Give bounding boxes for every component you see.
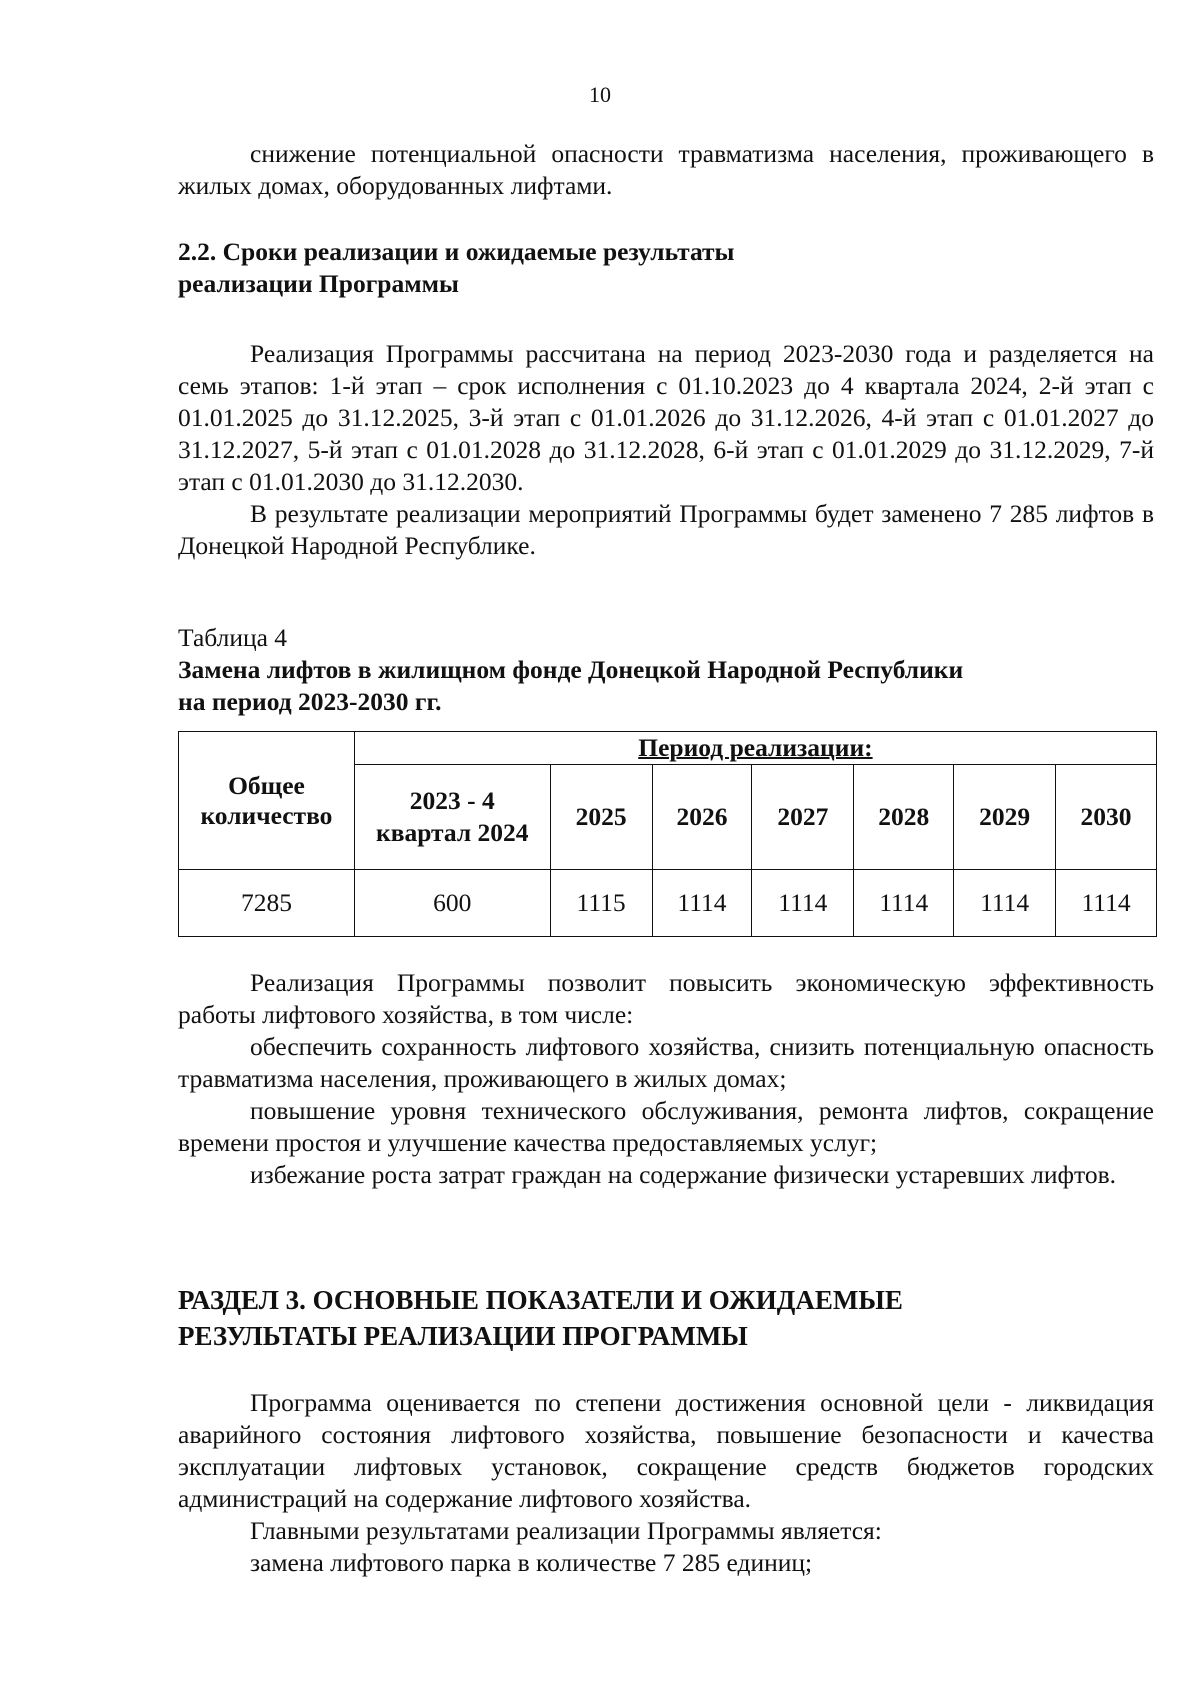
safety-paragraph: обеспечить сохранность лифтового хозяйства, снизить потенциальную опасность травматизма населения, проживающего в жилых домах; — [178, 1032, 1154, 1093]
section-2-2-heading — [178, 236, 1154, 300]
costs-paragraph: избежание роста затрат граждан на содержание физически устаревших лифтов. — [250, 1160, 1117, 1189]
table-title-line1: Замена лифтов в жилищном фонде Донецкой Народной Республики — [178, 655, 964, 684]
intro-paragraph: снижение потенциальной опасности травматизма населения, проживающего в жилых домах, оборудованных лифтами. — [178, 139, 1154, 200]
year-header: 2027 — [752, 765, 854, 870]
fleet-replacement-paragraph: замена лифтового парка в количестве 7 285 единиц; — [250, 1548, 813, 1577]
year-header-line1: 2023 - 4 — [409, 786, 495, 815]
lift-replacement-table — [178, 731, 1157, 937]
period-header-text: Период реализации: — [638, 733, 873, 762]
value-cell: 600 — [354, 870, 550, 937]
total-header-line1: Общее — [228, 770, 305, 800]
value-cell: 1115 — [550, 870, 652, 937]
value-cell: 1114 — [1056, 870, 1157, 937]
section-2-2-heading-line1: 2.2. Сроки реализации и ожидаемые результаты — [178, 237, 735, 266]
section-2-2-body — [178, 338, 1154, 562]
value-cell: 1114 — [652, 870, 752, 937]
table-label: Таблица 4 — [178, 623, 288, 652]
year-header: 2026 — [652, 765, 752, 870]
intro-block — [178, 138, 1154, 202]
value-cell: 1114 — [752, 870, 854, 937]
year-header: 2025 — [550, 765, 652, 870]
total-header — [179, 732, 355, 870]
year-header: 2030 — [1056, 765, 1157, 870]
section-3-heading-line1: РАЗДЕЛ 3. ОСНОВНЫЕ ПОКАЗАТЕЛИ И ОЖИДАЕМЫЕ — [178, 1285, 903, 1315]
table-header-row — [179, 732, 1157, 765]
period-header — [354, 732, 1156, 765]
after-table-body — [178, 967, 1154, 1191]
maintenance-paragraph: повышение уровня технического обслуживания, ремонта лифтов, сокращение времени простоя и улучшение качества предоставляемых услуг; — [178, 1096, 1154, 1157]
page-number: 10 — [589, 82, 611, 107]
year-header-line2: квартал 2024 — [376, 818, 529, 847]
table-caption — [178, 622, 1154, 718]
section-3-heading — [178, 1282, 1154, 1354]
main-results-paragraph: Главными результатами реализации Программы является: — [250, 1516, 882, 1545]
value-cell: 1114 — [954, 870, 1056, 937]
result-paragraph: В результате реализации мероприятий Программы будет заменено 7 285 лифтов в Донецкой Народной Республике. — [178, 499, 1154, 560]
section-2-2-heading-line2: реализации Программы — [178, 269, 459, 298]
table-title-line2: на период 2023-2030 гг. — [178, 687, 442, 716]
efficiency-paragraph: Реализация Программы позволит повысить экономическую эффективность работы лифтового хозяйства, в том числе: — [178, 968, 1154, 1029]
year-header — [354, 765, 550, 870]
total-header-line2: количество — [200, 800, 333, 830]
table-value-row — [179, 870, 1157, 937]
total-value-cell: 7285 — [179, 870, 355, 937]
year-header: 2028 — [854, 765, 954, 870]
year-header: 2029 — [954, 765, 1056, 870]
value-cell: 1114 — [854, 870, 954, 937]
evaluation-paragraph: Программа оценивается по степени достижения основной цели - ликвидация аварийного состояния лифтового хозяйства, повышение безопасности и качества эксплуатации лифтовых установок, сокращение средств бюджетов городских администраций на содержание лифтового хозяйства. — [178, 1388, 1154, 1513]
section-3-heading-line2: РЕЗУЛЬТАТЫ РЕАЛИЗАЦИИ ПРОГРАММЫ — [178, 1321, 748, 1351]
section-3-body — [178, 1387, 1154, 1579]
timeline-paragraph: Реализация Программы рассчитана на период 2023-2030 года и разделяется на семь этапов: 1-й этап – срок исполнения с 01.10.2023 до 4 квартала 2024, 2-й этап с 01.01.2025 до 31.12.2025, 3-й этап с 01.01.2026 до 31.12.2026, 4-й этап с 01.01.2027 до 31.12.2027, 5-й этап с 01.01.2028 до 31.12.2028, 6-й этап с 01.01.2029 до 31.12.2029, 7-й этап с 01.01.2030 до 31.12.2030. — [178, 339, 1154, 496]
